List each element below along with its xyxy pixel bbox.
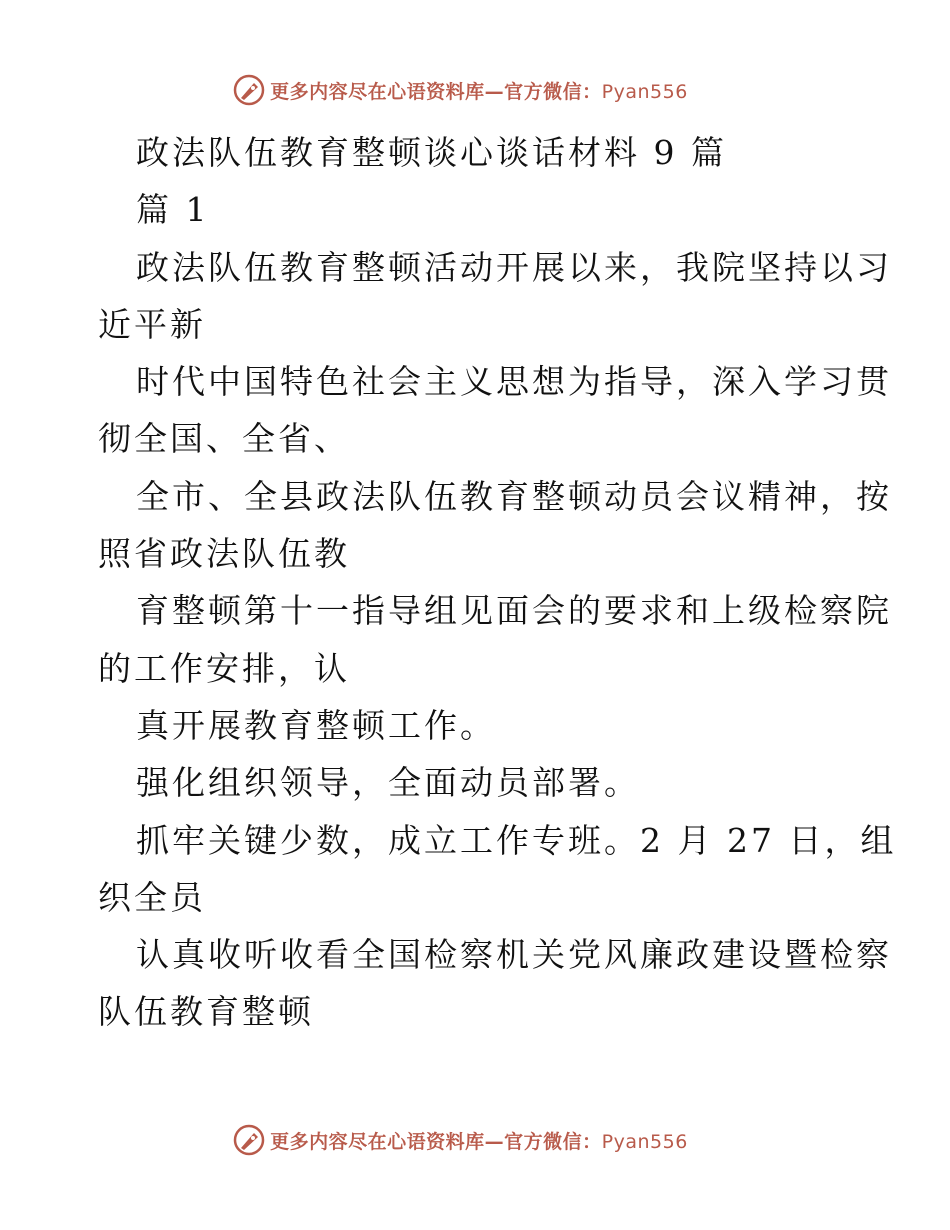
pen-nib-logo-icon <box>232 73 266 107</box>
paragraph-line: 照省政法队伍教 <box>98 534 350 574</box>
paragraph-line: 强化组织领导，全面动员部署。 <box>136 763 640 803</box>
paragraph-line: 的工作安排，认 <box>98 648 350 688</box>
pen-nib-logo-icon <box>232 1123 266 1157</box>
paragraph-line: 认真收听收看全国检察机关党风廉政建设暨检察 <box>136 935 892 975</box>
document-body <box>98 124 897 1041</box>
watermark-wechat-id: Pyan556 <box>601 80 688 103</box>
paragraph-line: 织全员 <box>98 877 206 917</box>
paragraph-line: 近平新 <box>98 304 206 344</box>
watermark-wechat-id: Pyan556 <box>601 1130 688 1153</box>
paragraph-line: 政法队伍教育整顿活动开展以来，我院坚持以习 <box>136 247 892 287</box>
paragraph-line: 时代中国特色社会主义思想为指导，深入学习贯 <box>136 362 892 402</box>
paragraph-line: 队伍教育整顿 <box>98 992 314 1032</box>
section-heading: 篇 1 <box>136 190 210 230</box>
paragraph-line: 真开展教育整顿工作。 <box>136 705 496 745</box>
paragraph-line: 彻全国、全省、 <box>98 419 350 459</box>
paragraph-line: 全市、全县政法队伍教育整顿动员会议精神，按 <box>136 476 892 516</box>
document-title: 政法队伍教育整顿谈心谈话材料 9 篇 <box>136 133 727 172</box>
header-watermark <box>0 70 950 110</box>
watermark-text: 更多内容尽在心语资料库—官方微信： <box>270 1130 602 1153</box>
watermark-text: 更多内容尽在心语资料库—官方微信： <box>270 80 602 103</box>
paragraph-line: 育整顿第十一指导组见面会的要求和上级检察院 <box>136 591 892 631</box>
paragraph-line: 抓牢关键少数，成立工作专班。2 月 27 日，组 <box>136 820 897 860</box>
footer-watermark <box>0 1120 950 1160</box>
